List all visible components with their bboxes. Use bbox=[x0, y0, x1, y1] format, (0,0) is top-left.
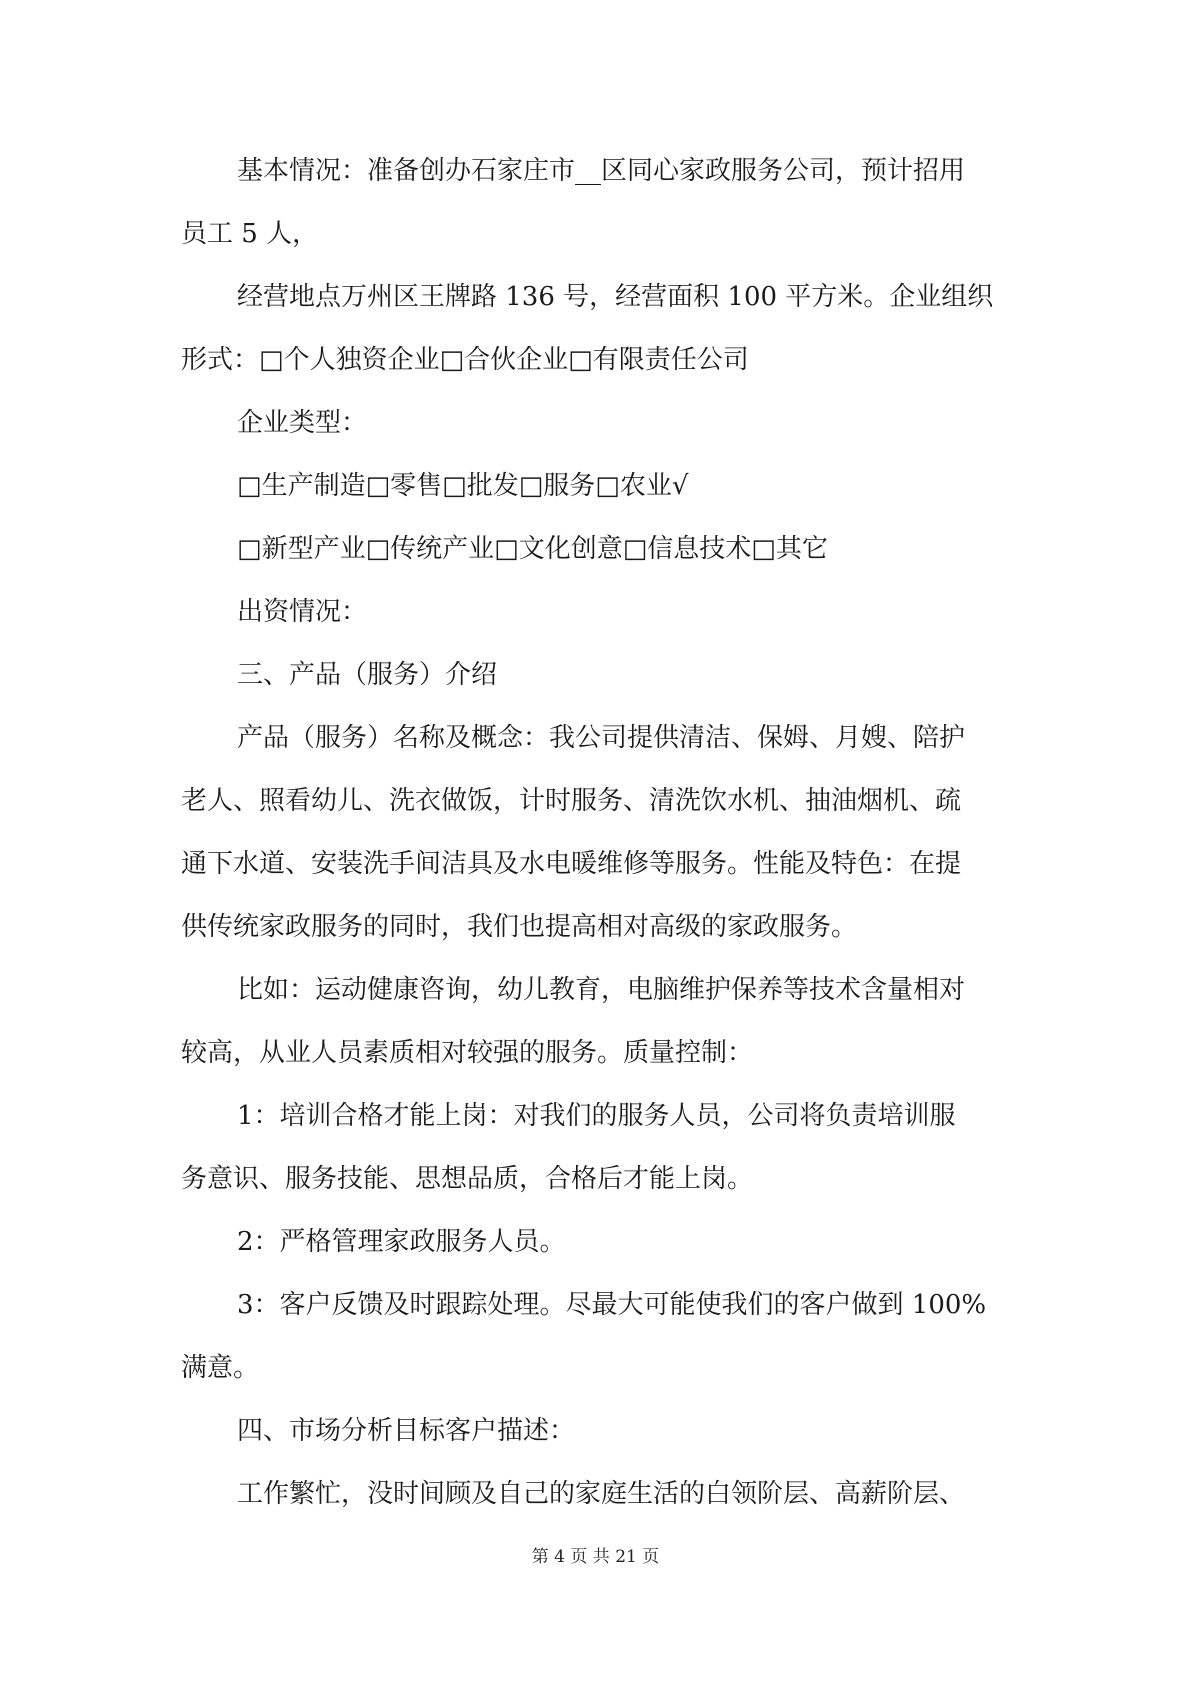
paragraph-line: 2：严格管理家政服务人员。 bbox=[237, 1227, 566, 1257]
paragraph-line: 1：培训合格才能上岗：对我们的服务人员，公司将负责培训服 bbox=[237, 1101, 956, 1131]
paragraph-line: 满意。 bbox=[181, 1353, 260, 1383]
paragraph-line: 较高，从业人员素质相对较强的服务。质量控制： bbox=[181, 1038, 754, 1068]
paragraph-line: 工作繁忙，没时间顾及自己的家庭生活的白领阶层、高薪阶层、 bbox=[237, 1479, 966, 1509]
section-heading: 三、产品（服务）介绍 bbox=[237, 660, 498, 690]
paragraph-line: 供传统家政服务的同时，我们也提高相对高级的家政服务。 bbox=[181, 912, 858, 942]
document-body bbox=[181, 140, 1021, 1526]
paragraph-line: 3：客户反馈及时跟踪处理。尽最大可能使我们的客户做到 100% bbox=[237, 1290, 987, 1320]
paragraph-line: 产品（服务）名称及概念：我公司提供清洁、保姆、月嫂、陪护 bbox=[237, 723, 966, 753]
paragraph-line: 经营地点万州区王牌路 136 号，经营面积 100 平方米。企业组织 bbox=[237, 282, 994, 312]
page-number-footer: 第 4 页 共 21 页 bbox=[531, 1547, 660, 1567]
section-heading: 四、市场分析目标客户描述： bbox=[237, 1416, 576, 1446]
paragraph-line: 出资情况： bbox=[237, 597, 368, 627]
paragraph-line: 通下水道、安装洗手间洁具及水电暖维修等服务。性能及特色：在提 bbox=[181, 849, 962, 879]
paragraph-line: 企业类型： bbox=[237, 408, 368, 438]
paragraph-line: 员工 5 人， bbox=[181, 219, 319, 249]
paragraph-line: 比如：运动健康咨询，幼儿教育，电脑维护保养等技术含量相对 bbox=[237, 975, 966, 1005]
paragraph-line: 基本情况：准备创办石家庄市__区同心家政服务公司，预计招用 bbox=[237, 156, 966, 186]
paragraph-line: 务意识、服务技能、思想品质，合格后才能上岗。 bbox=[181, 1164, 754, 1194]
paragraph-line: 老人、照看幼儿、洗衣做饭，计时服务、清洗饮水机、抽油烟机、疏 bbox=[181, 786, 962, 816]
paragraph-line: □新型产业□传统产业□文化创意□信息技术□其它 bbox=[237, 534, 828, 564]
paragraph-line: 形式：□个人独资企业□合伙企业□有限责任公司 bbox=[181, 345, 749, 375]
paragraph-line: □生产制造□零售□批发□服务□农业√ bbox=[237, 471, 689, 501]
